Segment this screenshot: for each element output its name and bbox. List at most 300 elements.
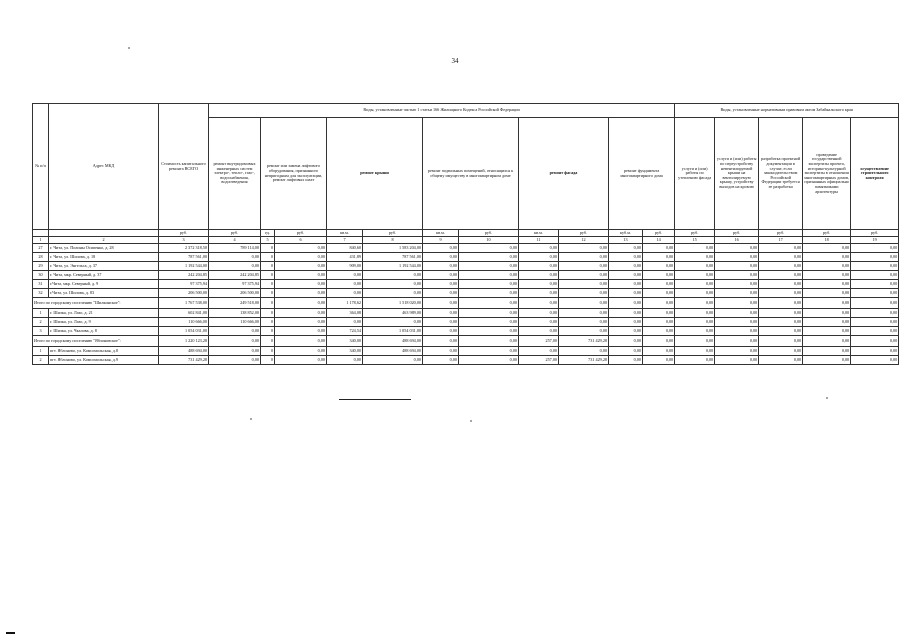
value-cell: 0,00	[715, 298, 759, 309]
value-cell: 0,00	[327, 318, 363, 327]
value-cell: 0	[261, 253, 275, 262]
value-cell: 0,00	[675, 271, 715, 280]
value-cell: 242 204,85	[159, 271, 209, 280]
value-cell: 789 114,00	[209, 244, 261, 253]
value-cell: 787 561,00	[159, 253, 209, 262]
table-header	[33, 104, 899, 244]
value-cell: 0,00	[803, 318, 851, 327]
value-cell: 0,00	[327, 356, 363, 365]
value-cell: 206 500,00	[209, 289, 261, 298]
index-cell: 9	[423, 237, 459, 244]
value-cell: 0,00	[851, 280, 899, 289]
value-cell: 0,00	[275, 253, 327, 262]
value-cell: 0,00	[363, 289, 423, 298]
value-cell: 0,00	[643, 280, 675, 289]
table-row	[33, 271, 899, 280]
value-cell: 0,00	[209, 262, 261, 271]
table-row	[33, 280, 899, 289]
value-cell: 0,00	[275, 347, 327, 356]
value-cell: 0,00	[559, 327, 609, 336]
value-cell: 0,00	[675, 336, 715, 347]
value-cell: 1 178,62	[327, 298, 363, 309]
header-flat-roof: услуги и (или) работы по переустройству невентилируемой крыши на вентилируемую крышу, устройству выходов на кровлю	[715, 118, 759, 230]
value-cell: 0,00	[519, 327, 559, 336]
value-cell: 488 694,00	[363, 347, 423, 356]
unit-cell: руб.	[803, 230, 851, 237]
value-cell: 0,00	[759, 280, 803, 289]
value-cell: 0,00	[851, 356, 899, 365]
unit-cell: ед.	[261, 230, 275, 237]
value-cell: 0,00	[559, 289, 609, 298]
value-cell: 0,00	[851, 262, 899, 271]
unit-cell: кв.м.	[519, 230, 559, 237]
value-cell: 0,00	[459, 244, 519, 253]
unit-cell: руб.	[159, 230, 209, 237]
signature-line	[339, 399, 411, 400]
value-cell: 0,00	[759, 318, 803, 327]
value-cell: 97 375,94	[159, 280, 209, 289]
value-cell: 0,00	[459, 262, 519, 271]
value-cell: 0,00	[559, 253, 609, 262]
value-cell: 0,00	[643, 244, 675, 253]
value-cell: 0,00	[759, 271, 803, 280]
index-cell: 12	[559, 237, 609, 244]
value-cell: 0,00	[559, 262, 609, 271]
header-num: № п/п	[33, 104, 49, 230]
value-cell: 0,00	[715, 318, 759, 327]
value-cell: 0,00	[519, 289, 559, 298]
value-cell: 0,00	[423, 262, 459, 271]
value-cell: 0,00	[803, 327, 851, 336]
scan-dot	[128, 47, 130, 49]
value-cell: 138 852,00	[209, 309, 261, 318]
value-cell: 0,00	[209, 356, 261, 365]
value-cell: 840,60	[327, 244, 363, 253]
value-cell: 0	[261, 347, 275, 356]
value-cell: 0,00	[519, 318, 559, 327]
value-cell: 206 500,00	[159, 289, 209, 298]
value-cell: 0	[261, 262, 275, 271]
value-cell: 0,00	[759, 347, 803, 356]
value-cell: 0,00	[609, 253, 643, 262]
value-cell: 0,00	[643, 356, 675, 365]
value-cell: 0,00	[803, 280, 851, 289]
value-cell: 431,89	[327, 253, 363, 262]
header-elevator: ремонт или замена лифтового оборудования, признанного непригодным для эксплуатации, ремонт лифтовых шахт	[261, 118, 327, 230]
header-address: Адрес МКД	[49, 104, 159, 230]
value-cell: 0	[261, 327, 275, 336]
value-cell: 0,00	[519, 253, 559, 262]
value-cell: 0,00	[459, 336, 519, 347]
value-cell: 0,00	[851, 244, 899, 253]
header-roof: ремонт крыши	[327, 118, 423, 230]
value-cell: 0,00	[609, 327, 643, 336]
value-cell: 0,00	[275, 271, 327, 280]
value-cell: 787 561,00	[363, 253, 423, 262]
subtotal-label: Итого по городскому поселению "Яблоновское":	[33, 336, 159, 347]
value-cell: 0,00	[715, 356, 759, 365]
value-cell: 0,00	[609, 336, 643, 347]
subtotal-label: Итого по городскому поселению "Шилкинское":	[33, 298, 159, 309]
row-address: г. Чита, ул. Полины Осипенко, д. 28	[49, 244, 159, 253]
header-facade: ремонт фасада	[519, 118, 609, 230]
value-cell: 0,00	[275, 356, 327, 365]
value-cell: 0,00	[759, 327, 803, 336]
value-cell: 0,00	[643, 327, 675, 336]
value-cell: 0,00	[643, 298, 675, 309]
value-cell: 0,00	[459, 309, 519, 318]
unit-cell: руб.	[643, 230, 675, 237]
unit-cell: руб.	[715, 230, 759, 237]
value-cell: 0,00	[459, 356, 519, 365]
value-cell: 0,00	[609, 309, 643, 318]
value-cell: 0,00	[559, 244, 609, 253]
table-body	[33, 244, 899, 365]
table-row	[33, 327, 899, 336]
value-cell: 0,00	[275, 298, 327, 309]
row-number: 27	[33, 244, 49, 253]
value-cell: 0,00	[759, 336, 803, 347]
scan-dot	[470, 420, 472, 422]
value-cell: 0,00	[675, 309, 715, 318]
value-cell: 0,00	[675, 280, 715, 289]
value-cell: 731 429,28	[159, 356, 209, 365]
value-cell: 0	[261, 271, 275, 280]
value-cell: 0,00	[275, 262, 327, 271]
value-cell: 257,00	[519, 336, 559, 347]
value-cell: 0,00	[423, 356, 459, 365]
value-cell: 0,00	[643, 253, 675, 262]
scan-dot	[826, 397, 828, 399]
table-row	[33, 309, 899, 318]
value-cell: 249 518,00	[209, 298, 261, 309]
value-cell: 0,00	[643, 289, 675, 298]
value-cell: 0,00	[423, 309, 459, 318]
value-cell: 0,00	[675, 253, 715, 262]
value-cell: 0,00	[609, 262, 643, 271]
value-cell: 0,00	[759, 289, 803, 298]
value-cell: 0,00	[559, 271, 609, 280]
value-cell: 488 694,00	[363, 336, 423, 347]
value-cell: 0,00	[715, 309, 759, 318]
page-number: 34	[451, 57, 459, 65]
value-cell: 0,00	[675, 244, 715, 253]
value-cell: 0,00	[759, 253, 803, 262]
value-cell: 0,00	[851, 253, 899, 262]
value-cell: 0,00	[209, 347, 261, 356]
value-cell: 257,00	[519, 356, 559, 365]
unit-cell: руб.	[851, 230, 899, 237]
value-cell: 1 518 020,00	[363, 298, 423, 309]
value-cell: 0,00	[327, 271, 363, 280]
value-cell: 0,00	[675, 318, 715, 327]
value-cell: 0,00	[643, 336, 675, 347]
value-cell: 0,00	[519, 347, 559, 356]
value-cell: 0,00	[715, 262, 759, 271]
unit-cell: руб.	[559, 230, 609, 237]
value-cell: 0,00	[423, 244, 459, 253]
value-cell: 340,00	[327, 336, 363, 347]
value-cell: 724,54	[327, 327, 363, 336]
value-cell: 0,00	[643, 271, 675, 280]
value-cell: 0,00	[559, 298, 609, 309]
value-cell: 0,00	[327, 289, 363, 298]
value-cell: 463 989,00	[363, 309, 423, 318]
value-cell: 0,00	[643, 318, 675, 327]
value-cell: 0,00	[559, 280, 609, 289]
value-cell: 2 372 318,50	[159, 244, 209, 253]
value-cell: 0,00	[803, 309, 851, 318]
unit-cell: кв.м.	[423, 230, 459, 237]
unit-cell: руб.	[209, 230, 261, 237]
value-cell: 0,00	[519, 298, 559, 309]
row-address: г.Чита, ул. Шилова, д. 83	[49, 289, 159, 298]
value-cell: 0,00	[803, 271, 851, 280]
value-cell: 1 767 538,00	[159, 298, 209, 309]
value-cell: 0	[261, 280, 275, 289]
value-cell: 0,00	[209, 253, 261, 262]
row-address: г. Шилка, ул. Лазо, д. 21	[49, 309, 159, 318]
value-cell: 0,00	[851, 298, 899, 309]
value-cell: 0,00	[851, 309, 899, 318]
row-number: 30	[33, 271, 49, 280]
value-cell: 0,00	[275, 318, 327, 327]
value-cell: 0,00	[675, 298, 715, 309]
value-cell: 110 666,00	[159, 318, 209, 327]
value-cell: 0,00	[423, 347, 459, 356]
unit-cell: руб.	[363, 230, 423, 237]
value-cell: 0,00	[851, 271, 899, 280]
value-cell: 0,00	[803, 289, 851, 298]
value-cell: 0,00	[715, 244, 759, 253]
value-cell: 110 666,00	[209, 318, 261, 327]
value-cell: 0,00	[423, 271, 459, 280]
value-cell: 0,00	[803, 253, 851, 262]
value-cell: 0,00	[459, 271, 519, 280]
value-cell: 0,00	[715, 347, 759, 356]
value-cell: 0,00	[609, 298, 643, 309]
value-cell: 0,00	[209, 336, 261, 347]
value-cell: 0,00	[675, 347, 715, 356]
value-cell: 0,00	[519, 280, 559, 289]
header-engineering: ремонт внутридомовых инженерных систем электро-, тепло-, газо-, водоснабжения, водоотведения	[209, 118, 261, 230]
header-supervision: осуществление строительного контроля	[851, 118, 899, 230]
value-cell: 364,08	[327, 309, 363, 318]
value-cell: 0,00	[423, 280, 459, 289]
table-row	[33, 262, 899, 271]
value-cell: 0,00	[423, 336, 459, 347]
value-cell: 0,00	[423, 327, 459, 336]
unit-cell: кв.м.	[327, 230, 363, 237]
value-cell: 0,00	[275, 289, 327, 298]
index-cell: 5	[261, 237, 275, 244]
header-design-docs: разработка проектной документации в случае, если законодательством Российской Федерации требуется ее разработка	[759, 118, 803, 230]
value-cell: 0,00	[609, 347, 643, 356]
value-cell: 0,00	[363, 271, 423, 280]
value-cell: 0,00	[675, 356, 715, 365]
value-cell: 0,00	[609, 318, 643, 327]
value-cell: 0,00	[459, 298, 519, 309]
value-cell: 0	[261, 309, 275, 318]
index-cell: 11	[519, 237, 559, 244]
unit-cell: руб.	[675, 230, 715, 237]
table-row	[33, 244, 899, 253]
row-address: г. Чита, ул. Энгельса, д. 37	[49, 262, 159, 271]
index-cell: 1	[33, 237, 49, 244]
header-foundation: ремонт фундамента многоквартирного дома	[609, 118, 675, 230]
value-cell: 0,00	[851, 289, 899, 298]
value-cell: 0,00	[675, 262, 715, 271]
unit-cell: куб.м.	[609, 230, 643, 237]
value-cell: 0,00	[643, 309, 675, 318]
value-cell: 602 841,00	[159, 309, 209, 318]
table-row	[33, 289, 899, 298]
value-cell: 0,00	[803, 262, 851, 271]
value-cell: 0,00	[423, 298, 459, 309]
value-cell: 1 583 204,00	[363, 244, 423, 253]
header-cost-total: Стоимость капитального ремонта ВСЕГО	[159, 104, 209, 230]
index-cell: 19	[851, 237, 899, 244]
row-number: 31	[33, 280, 49, 289]
unit-cell: руб.	[459, 230, 519, 237]
value-cell: 0,00	[459, 327, 519, 336]
value-cell: 0,00	[459, 318, 519, 327]
value-cell: 0,00	[519, 244, 559, 253]
index-cell: 16	[715, 237, 759, 244]
row-address: г.Чита, мкр. Северный, д. 9	[49, 280, 159, 289]
value-cell: 0,00	[459, 280, 519, 289]
value-cell: 0	[261, 356, 275, 365]
row-address: г. Чита, ул. Шилова, д. 18	[49, 253, 159, 262]
value-cell: 0,00	[327, 280, 363, 289]
value-cell: 0,00	[363, 280, 423, 289]
value-cell: 0,00	[609, 356, 643, 365]
value-cell: 0,00	[851, 336, 899, 347]
table-row	[33, 347, 899, 356]
row-number: 32	[33, 289, 49, 298]
value-cell: 0,00	[675, 289, 715, 298]
subtotal-row	[33, 298, 899, 309]
row-number: 3	[33, 327, 49, 336]
unit-cell: руб.	[759, 230, 803, 237]
index-cell: 17	[759, 237, 803, 244]
value-cell: 0,00	[851, 318, 899, 327]
value-cell: 0,00	[363, 318, 423, 327]
value-cell: 0,00	[275, 327, 327, 336]
row-address: пгт. Яблоново, ул. Комсомольская, д.9	[49, 356, 159, 365]
value-cell: 0,00	[609, 289, 643, 298]
value-cell: 0,00	[851, 347, 899, 356]
value-cell: 0,00	[759, 298, 803, 309]
header-basement: ремонт подвальных помещений, относящихся к общему имуществу в многоквартирном доме	[423, 118, 519, 230]
value-cell: 340,00	[327, 347, 363, 356]
value-cell: 0,00	[423, 289, 459, 298]
index-cell: 15	[675, 237, 715, 244]
value-cell: 0,00	[275, 336, 327, 347]
value-cell: 0,00	[423, 318, 459, 327]
value-cell: 0,00	[803, 347, 851, 356]
value-cell: 0,00	[643, 347, 675, 356]
value-cell: 0,00	[423, 253, 459, 262]
value-cell: 0,00	[519, 262, 559, 271]
row-number: 28	[33, 253, 49, 262]
value-cell: 0,00	[559, 309, 609, 318]
unit-cell: руб.	[275, 230, 327, 237]
value-cell: 1 220 123,28	[159, 336, 209, 347]
index-cell: 10	[459, 237, 519, 244]
scan-artifact	[6, 632, 15, 634]
value-cell: 909,00	[327, 262, 363, 271]
value-cell: 0,00	[715, 289, 759, 298]
value-cell: 0,00	[275, 280, 327, 289]
row-address: г. Шилка, ул. Чкалова, д. 8	[49, 327, 159, 336]
value-cell: 0,00	[209, 327, 261, 336]
index-cell: 6	[275, 237, 327, 244]
value-cell: 0,00	[675, 327, 715, 336]
value-cell: 0,00	[803, 336, 851, 347]
value-cell: 731 429,28	[559, 336, 609, 347]
value-cell: 0,00	[609, 271, 643, 280]
index-cell: 2	[49, 237, 159, 244]
index-cell: 7	[327, 237, 363, 244]
value-cell: 0,00	[803, 298, 851, 309]
value-cell: 0,00	[759, 356, 803, 365]
row-address: пгт. Яблоново, ул. Комсомольская, д.8	[49, 347, 159, 356]
header-expertise: проведение государственной экспертизы проекта, историко-культурной экспертизы в отношении многоквартирных домов, признанных официально памятниками архитектуры	[803, 118, 851, 230]
value-cell: 0	[261, 298, 275, 309]
index-cell: 14	[643, 237, 675, 244]
value-cell: 0	[261, 289, 275, 298]
table-row	[33, 318, 899, 327]
value-cell: 0,00	[851, 327, 899, 336]
units-row	[33, 230, 899, 237]
index-cell: 4	[209, 237, 261, 244]
index-row	[33, 237, 899, 244]
value-cell: 0,00	[459, 347, 519, 356]
header-group-zhk: Виды, установленные частью 1 статьи 166 Жилищного Кодекса Российской Федерации	[209, 104, 675, 118]
value-cell: 0,00	[609, 244, 643, 253]
value-cell: 0,00	[803, 356, 851, 365]
subtotal-row	[33, 336, 899, 347]
capital-repair-table	[32, 103, 899, 365]
index-cell: 18	[803, 237, 851, 244]
row-address: г. Чита, мкр. Северный, д. 37	[49, 271, 159, 280]
value-cell: 0,00	[559, 347, 609, 356]
value-cell: 0,00	[759, 309, 803, 318]
value-cell: 1 054 031,00	[159, 327, 209, 336]
value-cell: 0,00	[759, 262, 803, 271]
value-cell: 0,00	[519, 309, 559, 318]
index-cell: 3	[159, 237, 209, 244]
value-cell: 0,00	[363, 356, 423, 365]
value-cell: 0,00	[715, 253, 759, 262]
table-row	[33, 356, 899, 365]
value-cell: 0,00	[275, 309, 327, 318]
value-cell: 0	[261, 318, 275, 327]
row-address: г. Шилка, ул. Лазо, д. 9	[49, 318, 159, 327]
value-cell: 0,00	[715, 280, 759, 289]
value-cell: 0,00	[459, 253, 519, 262]
value-cell: 0	[261, 336, 275, 347]
value-cell: 0,00	[519, 271, 559, 280]
value-cell: 731 429,28	[559, 356, 609, 365]
row-number: 1	[33, 309, 49, 318]
value-cell: 0,00	[609, 280, 643, 289]
value-cell: 0,00	[715, 327, 759, 336]
value-cell: 242 204,85	[209, 271, 261, 280]
row-number: 1	[33, 347, 49, 356]
index-cell: 8	[363, 237, 423, 244]
